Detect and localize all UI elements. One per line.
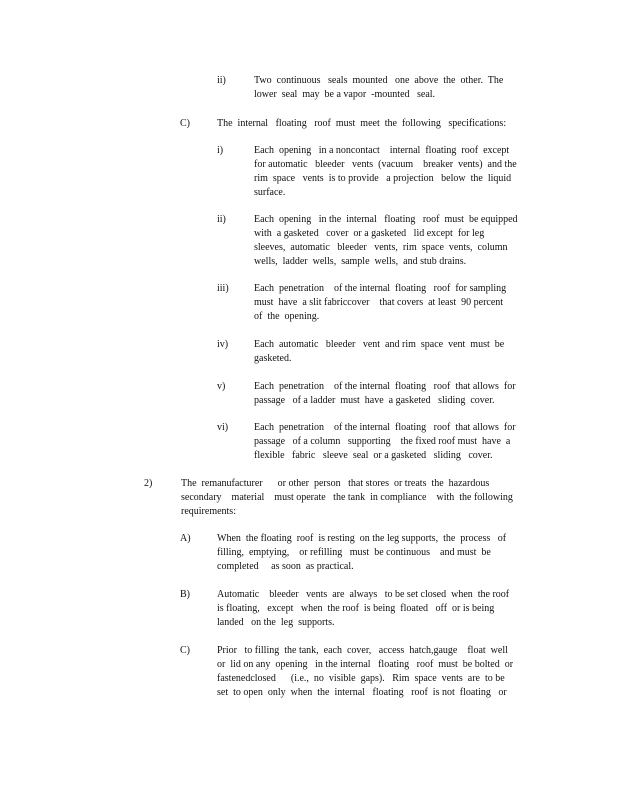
text-line: flexible fabric sleeve seal or a gasketed sliding cover. (254, 450, 493, 461)
text-line: for automatic bleeder vents (vacuum breaker vents) and the (254, 159, 517, 170)
text-line: is floating, except when the roof is being floated off or is being (217, 603, 495, 614)
text-line: gasketed. (254, 353, 292, 364)
list-marker: iv) (217, 339, 229, 350)
text-line: Automatic bleeder vents are always to be set closed when the roof (217, 589, 510, 600)
text-line: must have a slit fabriccover that covers at least 90 percent (254, 297, 504, 308)
list-marker: i) (217, 145, 224, 156)
text-line: filling, emptying, or refilling must be continuous and must be (217, 547, 491, 558)
list-marker: B) (180, 589, 190, 600)
text-line: When the floating roof is resting on the leg supports, the process of (217, 533, 507, 544)
text-line: Each opening in a noncontact internal floating roof except (254, 145, 510, 156)
text-line: completed as soon as practical. (217, 561, 354, 572)
text-line: passage of a ladder must have a gasketed sliding cover. (254, 395, 495, 406)
text-line: Prior to filling the tank, each cover, access hatch,gauge float well (217, 645, 508, 656)
text-line: Each opening in the internal floating roof must be equipped (254, 214, 518, 225)
list-marker: A) (180, 533, 191, 544)
text-line: The internal floating roof must meet the following specifications: (217, 118, 507, 129)
text-line: Each penetration of the internal floating roof for sampling (254, 283, 507, 294)
text-line: landed on the leg supports. (217, 617, 335, 628)
text-line: with a gasketed cover or a gasketed lid except for leg (254, 228, 485, 239)
text-line: The remanufacturer or other person that stores or treats the hazardous (181, 478, 490, 489)
text-line: wells, ladder wells, sample wells, and stub drains. (254, 256, 467, 267)
text-line: Each automatic bleeder vent and rim space vent must be (254, 339, 505, 350)
text-line: lower seal may be a vapor -mounted seal. (254, 89, 436, 100)
text-line: set to open only when the internal floating roof is not floating or (217, 687, 507, 698)
list-marker: ii) (217, 75, 226, 86)
list-marker: vi) (217, 422, 229, 433)
text-line: requirements: (181, 506, 236, 517)
text-line: Each penetration of the internal floating roof that allows for (254, 381, 516, 392)
list-marker: ii) (217, 214, 226, 225)
text-line: or lid on any opening in the internal floating roof must be bolted or (217, 659, 514, 670)
text-line: fastenedclosed (i.e., no visible gaps). Rim space vents are to be (217, 673, 505, 684)
list-marker: 2) (144, 478, 153, 489)
list-marker: C) (180, 118, 190, 129)
list-marker: v) (217, 381, 226, 392)
text-line: surface. (254, 187, 286, 198)
text-line: of the opening. (254, 311, 320, 322)
text-line: passage of a column supporting the fixed roof must have a (254, 436, 511, 447)
text-line: Two continuous seals mounted one above the other. The (254, 75, 504, 86)
list-marker: iii) (217, 283, 229, 294)
text-line: secondary material must operate the tank in compliance with the following (181, 492, 513, 503)
list-marker: C) (180, 645, 190, 656)
text-line: sleeves, automatic bleeder vents, rim space vents, column (254, 242, 508, 253)
text-line: rim space vents is to provide a projection below the liquid (254, 173, 512, 184)
text-line: Each penetration of the internal floating roof that allows for (254, 422, 516, 433)
